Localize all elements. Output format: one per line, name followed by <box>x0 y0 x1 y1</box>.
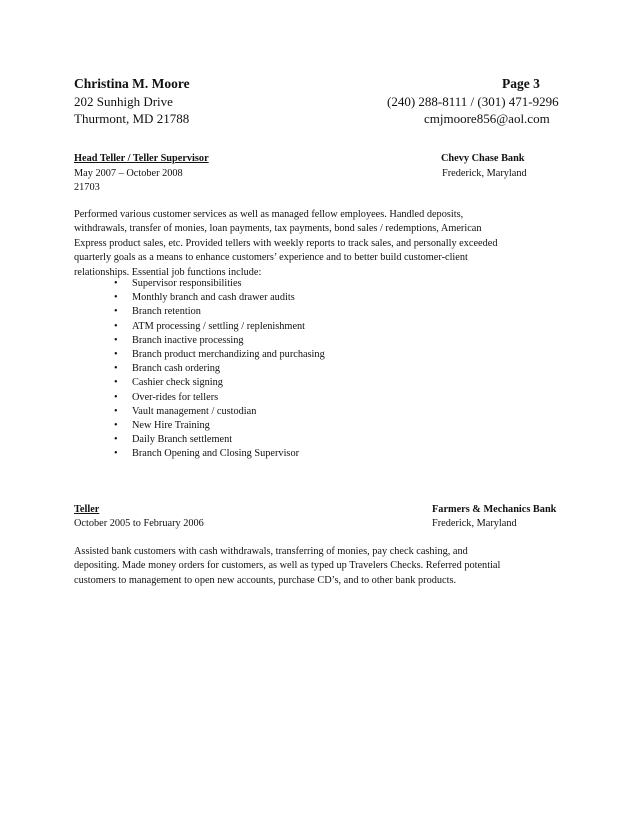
employer-chevy-chase: Chevy Chase Bank <box>441 153 525 164</box>
job-description <box>74 545 554 588</box>
description-line: depositing. Made money orders for customers, as well as typed up Travelers Checks. Referred potential <box>74 560 501 572</box>
job-title-head-teller: Head Teller / Teller Supervisor <box>74 153 209 164</box>
list-item: • ATM processing / settling / replenishment <box>96 320 325 334</box>
list-item: • Branch retention <box>96 305 325 319</box>
page-number: Page 3 <box>502 76 540 91</box>
description-line: Assisted bank customers with cash withdrawals, transferring of monies, pay check cashing, and <box>74 546 468 557</box>
address-line-1: 202 Sunhigh Drive <box>74 94 173 109</box>
job-description <box>74 208 554 280</box>
list-item: • Over-rides for tellers <box>96 391 325 405</box>
job-title-teller: Teller <box>74 504 100 515</box>
description-line: withdrawals, transfer of monies, loan payments, tax payments, bond sales / redemptions, American <box>74 223 482 235</box>
list-item: • Daily Branch settlement <box>96 433 325 447</box>
phone-numbers: (240) 288-8111 / (301) 471-9296 <box>387 94 559 109</box>
job-dates: May 2007 – October 2008 <box>74 168 183 179</box>
list-item: • Supervisor responsibilities <box>96 277 325 291</box>
list-item: • Branch product merchandizing and purchasing <box>96 348 325 362</box>
description-line: relationships. Essential job functions include: <box>74 266 262 278</box>
list-item: • Monthly branch and cash drawer audits <box>96 291 325 305</box>
list-item: • Cashier check signing <box>96 376 325 390</box>
candidate-name: Christina M. Moore <box>74 76 190 91</box>
list-item: • Branch inactive processing <box>96 334 325 348</box>
list-item: • Vault management / custodian <box>96 405 325 419</box>
list-item: • Branch cash ordering <box>96 362 325 376</box>
description-line: customers to management to open new accounts, purchase CD’s, and to other bank products. <box>74 574 457 586</box>
job-dates: October 2005 to February 2006 <box>74 518 204 529</box>
description-line: Express product sales, etc. Provided tellers with weekly reports to track sales, and personally exceeded <box>74 237 498 249</box>
description-line: Performed various customer services as well as managed fellow employees. Handled deposits, <box>74 209 464 220</box>
employer-farmers-mechanics: Farmers & Mechanics Bank <box>432 504 557 515</box>
list-item: • New Hire Training <box>96 419 325 433</box>
list-item: • Branch Opening and Closing Supervisor <box>96 447 325 461</box>
job-location: Frederick, Maryland <box>442 168 527 179</box>
job-location: Frederick, Maryland <box>432 518 517 529</box>
job-functions-list <box>96 277 325 462</box>
description-line: quarterly goals as a means to enhance customers’ experience and to better build customer-client <box>74 252 468 264</box>
address-line-2: Thurmont, MD 21788 <box>74 111 190 126</box>
email-address: cmjmoore856@aol.com <box>424 111 550 126</box>
job-zip: 21703 <box>74 182 100 193</box>
